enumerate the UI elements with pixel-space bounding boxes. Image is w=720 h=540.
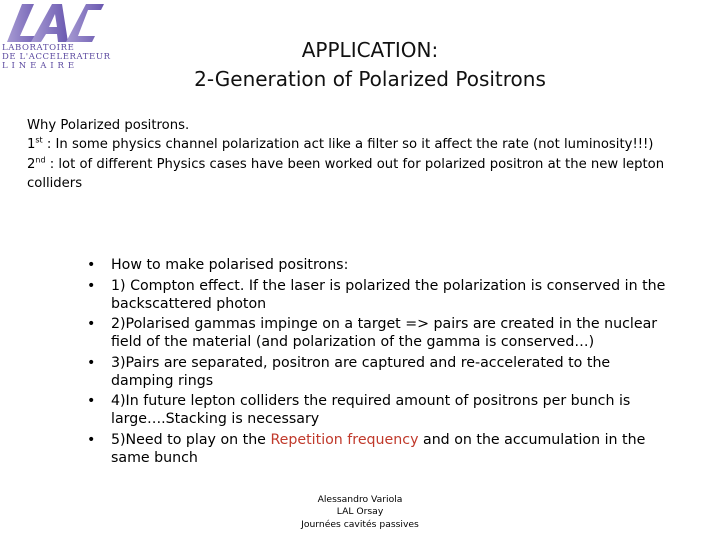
- slide-title-line1: APPLICATION:: [301, 38, 439, 62]
- bullet-marker: •: [87, 354, 96, 371]
- footer-affiliation: LAL Orsay: [336, 506, 384, 518]
- bullet-text-part: 5)Need to play on the: [111, 431, 271, 448]
- intro-text: [27, 116, 687, 193]
- bullet-text: 2)Polarised gammas impinge on a target => pairs are created in the nuclear field of the material (and polarization of the gamma is conserved…): [111, 316, 658, 350]
- repetition-frequency-highlight: Repetition frequency: [270, 431, 419, 448]
- slide-title-line2: 2-Generation of Polarized Positrons: [194, 67, 546, 91]
- bullet-text: [111, 432, 645, 466]
- ordinal-number: 2: [27, 156, 36, 172]
- logo-line: L I N E A I R E: [2, 61, 75, 71]
- bullet-marker: •: [87, 431, 96, 448]
- bullet-list: [87, 256, 667, 469]
- bullet-text: 3)Pairs are separated, positron are captured and re-accelerated to the damping rings: [111, 354, 611, 389]
- bullet-item: [87, 256, 667, 274]
- bullet-text: How to make polarised positrons:: [111, 257, 349, 273]
- intro-point-1: [27, 135, 687, 154]
- bullet-item: [87, 431, 667, 467]
- bullet-marker: •: [87, 277, 96, 294]
- ordinal-suffix: nd: [35, 155, 46, 165]
- intro-point-1-text: : In some physics channel polarization act like a filter so it affect the rate (not luminosity!!!): [42, 137, 654, 153]
- bullet-text: 4)In future lepton colliders the required amount of positrons per bunch is large….Stacking is necessary: [111, 393, 631, 427]
- logo-line: LABORATOIRE: [2, 43, 75, 53]
- footer-event: Journées cavités passives: [301, 518, 419, 530]
- footer-author: Alessandro Variola: [317, 494, 403, 505]
- slide-title: [90, 36, 650, 94]
- bullet-marker: •: [87, 316, 96, 332]
- slide-footer: [270, 494, 450, 531]
- bullet-item: [87, 354, 667, 390]
- bullet-item: [87, 315, 667, 351]
- ordinal-suffix: st: [35, 135, 43, 145]
- bullet-text: 1) Compton effect. If the laser is polarized the polarization is conserved in the backscattered photon: [111, 277, 666, 312]
- intro-question: Why Polarized positrons.: [27, 118, 190, 133]
- logo-line: DE L'ACCELERATEUR: [2, 52, 111, 62]
- intro-point-2-text: : lot of different Physics cases have been worked out for polarized positron at the new lepton colliders: [27, 156, 665, 191]
- bullet-marker: •: [87, 393, 96, 409]
- bullet-marker: •: [87, 257, 96, 273]
- intro-point-2: [27, 155, 687, 194]
- bullet-item: [87, 277, 667, 313]
- bullet-item: [87, 392, 667, 428]
- bullet-text-part: and on the accumulation in the same bunch: [111, 431, 646, 466]
- ordinal-number: 1: [27, 137, 36, 153]
